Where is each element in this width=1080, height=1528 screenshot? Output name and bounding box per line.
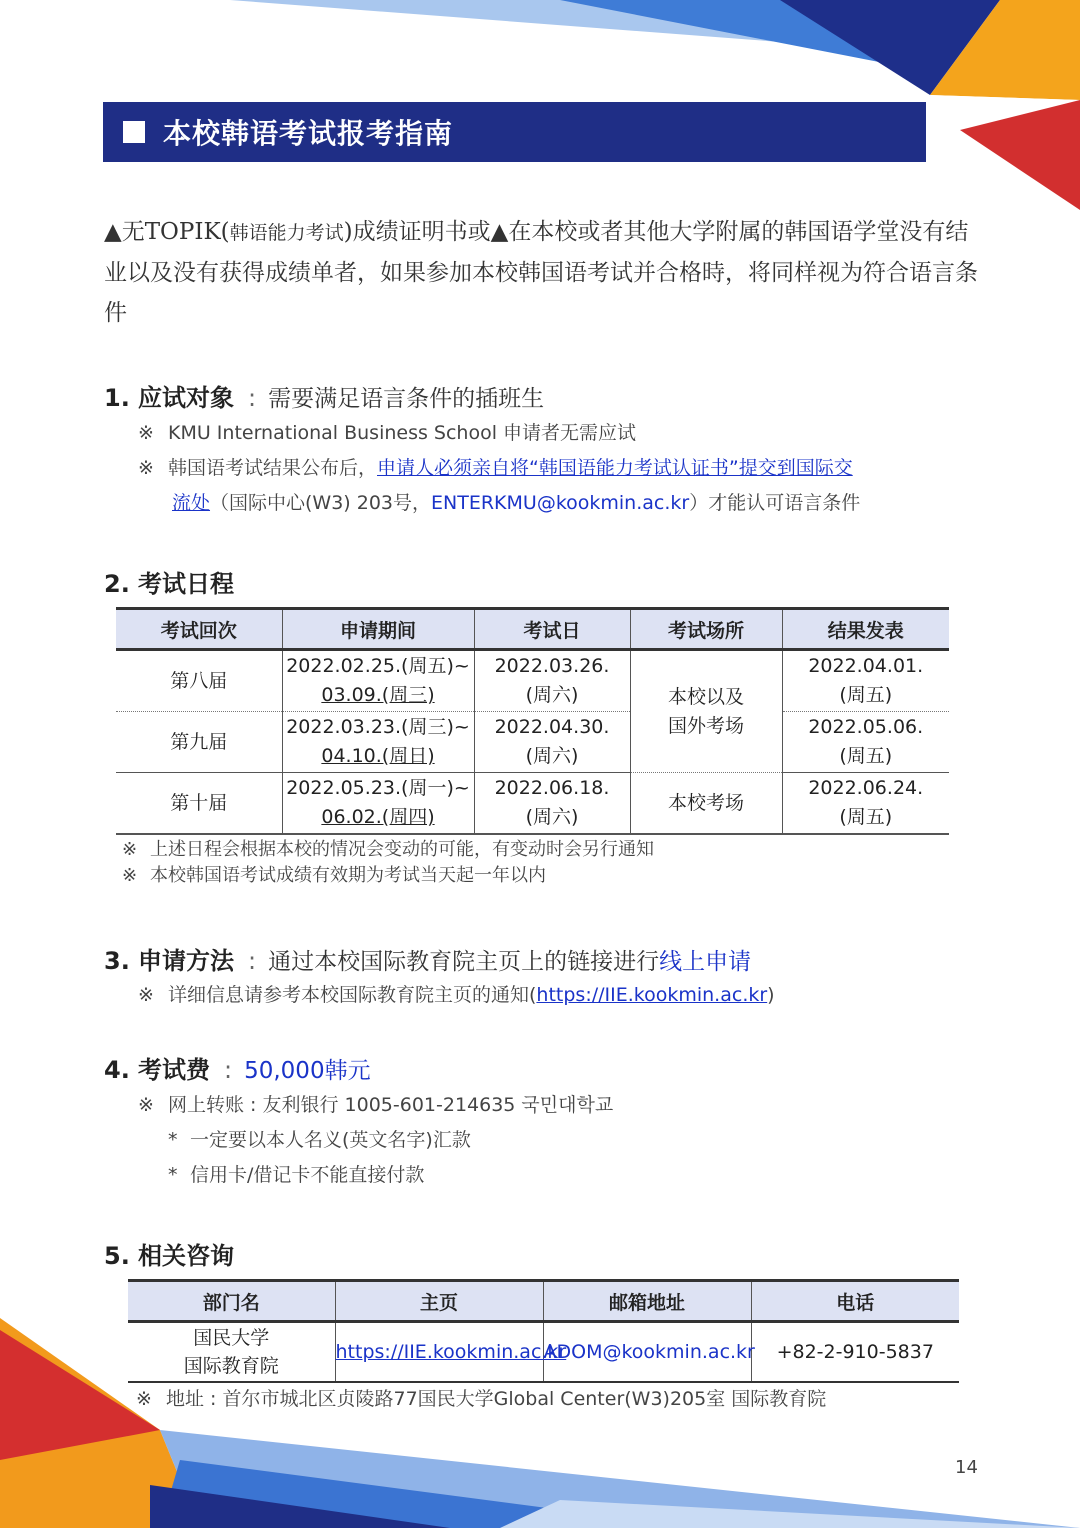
schedule-note-1: ※ 上述日程会根据本校的情况会变动的可能，有变动时会另行通知 [122,839,654,860]
section-title-bar [103,102,926,162]
col-header-exam-date: 考试日 [474,609,630,650]
col-header-location: 考试场所 [630,609,782,650]
section-4-heading: 4. 考试费 : 50,000韩元 [104,1056,371,1084]
exam-schedule-table [116,607,949,835]
square-bullet-icon [123,121,145,143]
result-cell: 2022.06.24. (周五) [782,773,949,835]
email-cell [543,1322,755,1383]
table-header-row [116,609,949,650]
email-link[interactable]: ADOM@kookmin.ac.kr [543,1341,755,1363]
section-4-sub-1: * 一定要以本人名义(英文名字)汇款 [168,1129,471,1151]
section-1-note-2-cont: 流处（国际中心(W3) 203号，ENTERKMU@kookmin.ac.kr）才能认可语言条件 [172,492,861,514]
address-note: ※ 地址 : 首尔市城北区贞陵路77国民大学Global Center(W3)205室 国际教育院 [136,1388,827,1410]
section-1-note-2: ※ 韩国语考试结果公布后，申请人必须亲自将“韩国语能力考试认证书”提交到国际交 [138,457,853,479]
col-header-round: 考试回次 [116,609,282,650]
section-2-heading: 2. 考试日程 [104,570,234,598]
location-cell: 本校考场 [630,773,782,835]
table-header-row [128,1281,959,1322]
dept-cell: 国民大学 国际教育院 [128,1322,335,1383]
table-row [116,773,949,835]
homepage-link[interactable]: https://IIE.kookmin.ac.kr [335,1341,567,1363]
location-cell: 本校以及 国外考场 [630,650,782,773]
page-number: 14 [955,1457,978,1478]
col-header-dept: 部门名 [128,1281,335,1322]
schedule-note-2: ※ 本校韩国语考试成绩有效期为考试当天起一年以内 [122,865,546,886]
round-cell: 第九届 [116,712,282,773]
triangle-icon: ▲ [490,219,509,245]
iie-homepage-link[interactable]: https://IIE.kookmin.ac.kr [536,984,768,1006]
homepage-cell [335,1322,567,1383]
col-header-homepage: 主页 [335,1281,543,1322]
section-3-heading: 3. 申请方法 : 通过本校国际教育院主页上的链接进行线上申请 [104,947,752,975]
period-cell: 2022.03.23.(周三)~ 04.10.(周日) [282,712,474,773]
table-row [128,1322,959,1383]
enter-email-link[interactable]: ENTERKMU@kookmin.ac.kr [431,492,690,514]
exam-fee: 50,000韩元 [244,1058,371,1084]
section-1-note-1: ※ KMU International Business School 申请者无需应试 [138,422,637,444]
round-cell: 第八届 [116,650,282,712]
contact-table [128,1279,959,1383]
section-3-note: ※ 详细信息请参考本校国际教育院主页的通知(https://IIE.kookmin.ac.kr) [138,984,775,1006]
exam-date-cell: 2022.04.30. (周六) [474,712,630,773]
phone-cell: +82-2-910-5837 [751,1322,959,1383]
round-cell: 第十届 [116,773,282,835]
result-cell: 2022.04.01. (周五) [782,650,949,712]
table-row [116,712,949,773]
period-cell: 2022.05.23.(周一)~ 06.02.(周四) [282,773,474,835]
section-4-note: ※ 网上转账 : 友利银行 1005-601-214635 국민대학교 [138,1094,614,1116]
exam-date-cell: 2022.03.26. (周六) [474,650,630,712]
col-header-period: 申请期间 [282,609,474,650]
exam-date-cell: 2022.06.18. (周六) [474,773,630,835]
section-5-heading: 5. 相关咨询 [104,1242,234,1270]
page-title: 本校韩语考试报考指南 [163,117,454,150]
section-4-sub-2: * 信用卡/借记卡不能直接付款 [168,1164,425,1186]
col-header-email: 邮箱地址 [543,1281,751,1322]
period-cell: 2022.02.25.(周五)~ 03.09.(周三) [282,650,474,712]
intro-paragraph: ▲无TOPIK(韩语能力考试)成绩证明书或▲在本校或者其他大学附属的韩国语学堂没有结业以及没有获得成绩单者，如果参加本校韩国语考试并合格時，将同样视为符合语言条件 [104,219,978,326]
table-row [116,650,949,712]
result-cell: 2022.05.06. (周五) [782,712,949,773]
section-1-heading: 1. 应试对象 : 需要满足语言条件的插班生 [104,384,545,412]
col-header-result: 结果发表 [782,609,949,650]
col-header-phone: 电话 [751,1281,959,1322]
online-apply-link[interactable]: 线上申请 [659,949,752,975]
triangle-icon: ▲ [104,219,122,245]
